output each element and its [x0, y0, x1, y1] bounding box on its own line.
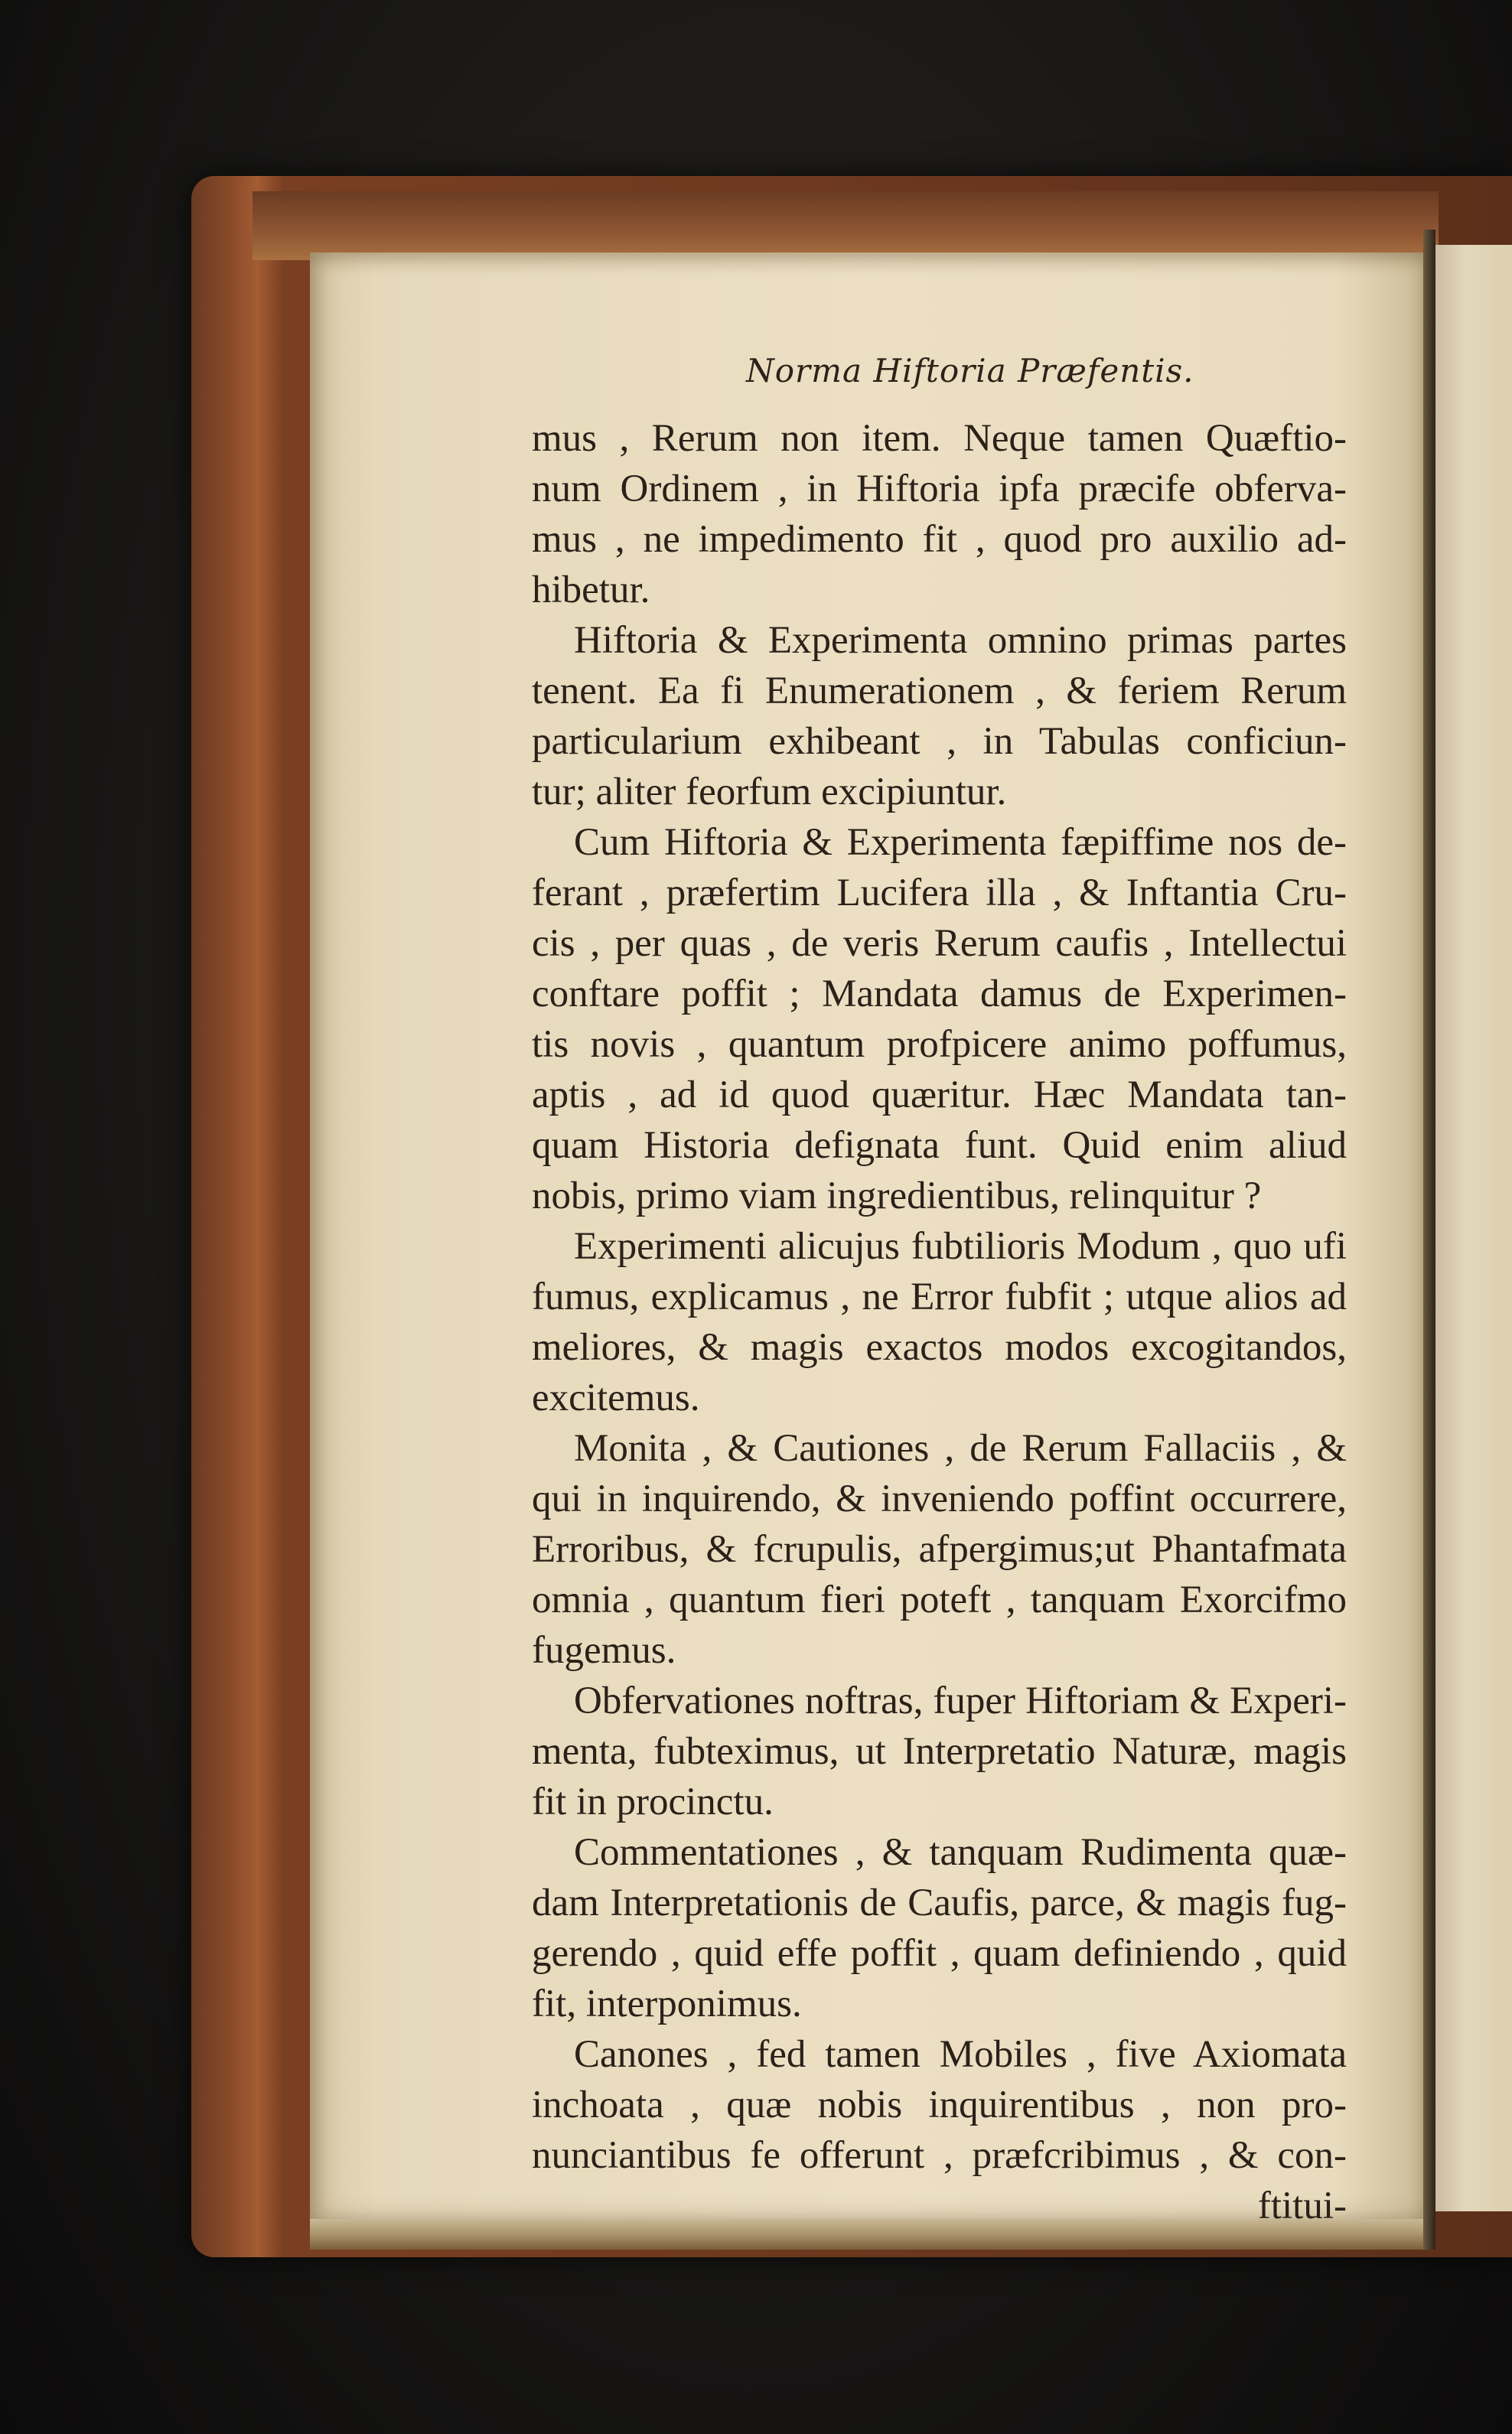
- text-line: nobis, primo viam ingredientibus, relinquitur ?: [532, 1175, 1262, 1217]
- text-line: num Ordinem , in Hiftoria ipfa præcife obferva-: [532, 468, 1347, 510]
- catchword: ftitui-: [1257, 2185, 1347, 2227]
- text-line: meliores, & magis exactos modos excogitandos,: [532, 1326, 1347, 1369]
- text-line: particularium exhibeant , in Tabulas conficiun-: [532, 720, 1347, 763]
- text-line: fit, interponimus.: [532, 1983, 802, 2025]
- text-line: tur; aliter feorfum excipiuntur.: [532, 771, 1007, 813]
- text-line: hibetur.: [532, 569, 650, 611]
- text-line: Obfervationes noftras, fuper Hiftoriam & Experi-: [574, 1680, 1347, 1722]
- binding-top-edge: [253, 191, 1439, 260]
- text-line: Monita , & Cautiones , de Rerum Fallaciis , &: [574, 1427, 1347, 1470]
- running-head: Norma Hiftoria Præfentis.: [746, 352, 1194, 389]
- text-line: qui in inquirendo, & inveniendo poffint occurrere,: [532, 1478, 1347, 1520]
- text-line: tis novis , quantum profpicere animo poffumus,: [532, 1023, 1347, 1066]
- text-line: Commentationes , & tanquam Rudimenta quæ-: [574, 1831, 1347, 1874]
- facing-page-edge: [1435, 245, 1512, 2211]
- text-line: Experimenti alicujus fubtilioris Modum , quo ufi: [574, 1225, 1347, 1268]
- text-line: conftare poffit ; Mandata damus de Experimen-: [532, 973, 1347, 1015]
- text-line: tenent. Ea fi Enumerationem , & feriem Rerum: [532, 670, 1347, 712]
- text-line: Canones , fed tamen Mobiles , five Axiomata: [574, 2033, 1347, 2076]
- text-line: inchoata , quæ nobis inquirentibus , non pro-: [532, 2084, 1347, 2126]
- text-line: mus , Rerum non item. Neque tamen Quæftio-: [532, 417, 1347, 460]
- text-line: Hiftoria & Experimenta omnino primas partes: [574, 619, 1347, 662]
- text-line: aptis , ad id quod quæritur. Hæc Mandata tan-: [532, 1074, 1347, 1116]
- page-gutter: [1423, 230, 1435, 2250]
- text-line: fit in procinctu.: [532, 1781, 774, 1823]
- text-line: menta, fubteximus, ut Interpretatio Naturæ, magis: [532, 1730, 1347, 1773]
- page-text: [532, 413, 1347, 2231]
- text-line: fumus, explicamus , ne Error fubfit ; utque alios ad: [532, 1276, 1347, 1318]
- text-line: mus , ne impedimento fit , quod pro auxilio ad-: [532, 518, 1347, 561]
- text-line: Erroribus, & fcrupulis, afpergimus;ut Phantafmata: [532, 1528, 1347, 1571]
- text-line: quam Historia defignata funt. Quid enim aliud: [532, 1124, 1347, 1167]
- text-line: omnia , quantum fieri poteft , tanquam Exorcifmo: [532, 1579, 1347, 1621]
- text-line: nunciantibus fe offerunt , præfcribimus , & con-: [532, 2134, 1347, 2177]
- text-line: dam Interpretationis de Caufis, parce, & magis fug-: [532, 1882, 1347, 1924]
- text-line: cis , per quas , de veris Rerum caufis , Intellectui: [532, 922, 1347, 965]
- text-line: gerendo , quid effe poffit , quam definiendo , quid: [532, 1932, 1347, 1975]
- text-line: fugemus.: [532, 1629, 676, 1672]
- text-line: ferant , præfertim Lucifera illa , & Inftantia Cru-: [532, 872, 1347, 914]
- text-line: excitemus.: [532, 1377, 700, 1419]
- text-line: Cum Hiftoria & Experimenta fæpiffime nos de-: [574, 821, 1347, 864]
